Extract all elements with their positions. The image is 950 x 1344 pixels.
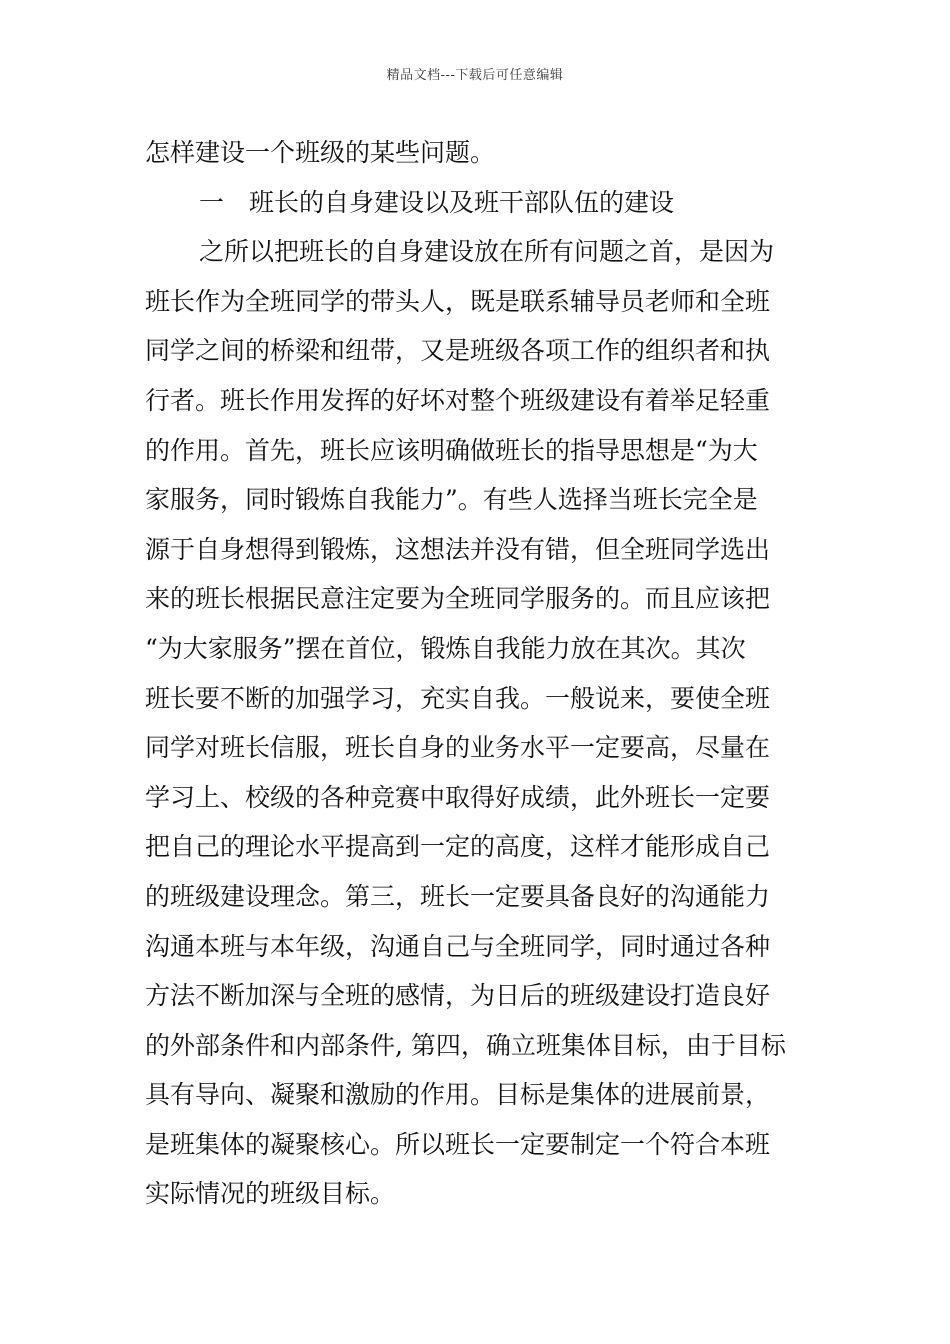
body-text <box>145 128 810 1219</box>
text-line: 怎样建设一个班级的某些问题。 <box>145 138 496 167</box>
text-line: 班长作为全班同学的带头人，既是联系辅导员老师和全班 <box>145 286 771 316</box>
text-line: 的外部条件和内部条件, 第四，确立班集体目标，由于目标 <box>145 1030 786 1060</box>
text-line: 把自己的理论水平提高到一定的高度，这样才能形成自己 <box>145 832 771 862</box>
text-line: 是班集体的凝聚核心。所以班长一定要制定一个符合本班 <box>145 1129 771 1159</box>
text-line: 同学之间的桥梁和纽带，又是班级各项工作的组织者和执 <box>145 336 771 366</box>
text-line: 源于自身想得到锻炼，这想法并没有错，但全班同学选出 <box>145 534 771 564</box>
text-line: 的作用。首先，班长应该明确做班长的指导思想是“为大 <box>145 435 758 465</box>
text-line: 方法不断加深与全班的感情，为日后的班级建设打造良好 <box>145 981 771 1011</box>
text-line: 之所以把班长的自身建设放在所有问题之首，是因为 <box>199 237 775 267</box>
text-line: 班长要不断的加强学习，充实自我。一般说来，要使全班 <box>145 683 771 713</box>
text-line: 家服务，同时锻炼自我能力”。有些人选择当班长完全是 <box>145 485 758 515</box>
page-header: 精品文档---下载后可任意编辑 <box>386 68 564 83</box>
text-line: 学习上、校级的各种竞赛中取得好成绩，此外班长一定要 <box>145 782 771 812</box>
text-line: 来的班长根据民意注定要为全班同学服务的。而且应该把 <box>145 584 771 614</box>
text-line: 沟通本班与本年级，沟通自己与全班同学，同时通过各种 <box>145 931 771 961</box>
text-line: 行者。班长作用发挥的好坏对整个班级建设有着举足轻重 <box>145 385 771 415</box>
text-line: “为大家服务”摆在首位，锻炼自我能力放在其次。其次 <box>145 633 746 663</box>
text-line: 具有导向、凝聚和激励的作用。目标是集体的进展前景， <box>145 1080 771 1110</box>
section-heading: 一 班长的自身建设以及班干部队伍的建设 <box>199 187 675 217</box>
text-line: 的班级建设理念。第三，班长一定要具备良好的沟通能力 <box>145 881 771 911</box>
text-line: 同学对班长信服，班长自身的业务水平一定要高，尽量在 <box>145 733 771 763</box>
text-line: 实际情况的班级目标。 <box>145 1179 396 1209</box>
